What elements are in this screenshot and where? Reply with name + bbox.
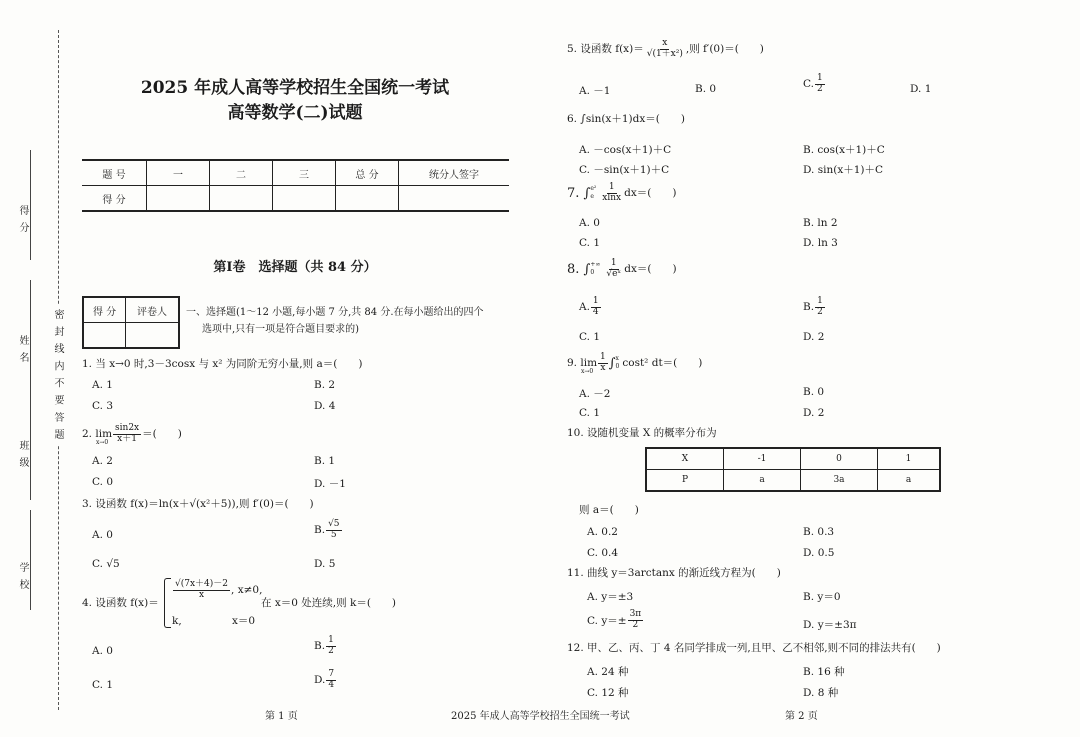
- q4-b-denominator: 2: [328, 645, 334, 656]
- q8-option-d[interactable]: D. 2: [803, 331, 825, 343]
- score-cell: 二: [210, 160, 273, 186]
- binding-field-class: 班 级: [17, 440, 28, 470]
- q9-fraction: [598, 353, 608, 374]
- q6-option-a[interactable]: A. －cos(x＋1)＋C: [579, 144, 672, 156]
- footer-title: 2025 年成人高等学校招生全国统一考试: [451, 711, 630, 722]
- question-5-stem: [567, 39, 764, 60]
- q5-option-c-label: C.: [803, 78, 814, 91]
- q4-option-d[interactable]: [314, 670, 337, 691]
- grader-box-grader-label: 评卷人: [126, 297, 179, 323]
- q4-option-a[interactable]: A. 0: [92, 645, 113, 657]
- q10-option-c[interactable]: C. 0.4: [587, 547, 619, 559]
- score-cell-label: 得 分: [82, 186, 147, 212]
- prob-cell: X: [646, 448, 724, 470]
- q7-integral: 7. ∫: [567, 185, 591, 201]
- q5-option-a[interactable]: A. －1: [579, 85, 611, 97]
- q12-option-c[interactable]: C. 12 种: [587, 687, 629, 699]
- score-cell: 一: [147, 160, 210, 186]
- q2-fraction: [113, 424, 141, 445]
- question-8-stem: [567, 259, 677, 280]
- score-input-cell[interactable]: [147, 186, 210, 212]
- q5-option-c[interactable]: [803, 74, 826, 95]
- q5-prefix: 5. 设函数 f(x)＝: [567, 43, 644, 56]
- q4-b-numerator: 1: [328, 635, 334, 645]
- q11-option-c-label: C. y＝±: [587, 614, 627, 627]
- instruction-line2: 选项中,只有一项是符合题目要求的): [202, 324, 360, 335]
- score-cell-label: 题 号: [82, 160, 147, 186]
- q4-case-1-numerator: √(7x＋4)－2: [175, 579, 229, 589]
- question-6-stem: 6. ∫sin(x＋1)dx＝( ): [567, 113, 685, 125]
- q4-option-b-fraction: [326, 636, 336, 657]
- probability-table-x-row: [646, 448, 940, 470]
- q6-option-b[interactable]: B. cos(x＋1)＋C: [803, 144, 885, 156]
- q8-option-a-label: A.: [579, 301, 590, 314]
- binding-field-score: 得 分: [17, 205, 28, 235]
- score-table: [82, 159, 509, 212]
- q8-option-b-label: B.: [803, 301, 815, 314]
- q12-option-b[interactable]: B. 16 种: [803, 666, 845, 678]
- q5-c-denominator: 2: [817, 83, 823, 94]
- q4-suffix: 在 x＝0 处连续,则 k＝( ): [261, 597, 397, 609]
- q7-option-b[interactable]: B. ln 2: [803, 217, 838, 229]
- seal-warning: 密 封 线 内 不 要 答 题: [50, 305, 65, 445]
- q8-fraction: [604, 259, 623, 280]
- q8-option-c[interactable]: C. 1: [579, 331, 601, 343]
- q2-option-a[interactable]: A. 2: [92, 455, 113, 467]
- q5-denominator: √(1＋x²): [646, 48, 683, 59]
- q7-upper: e²: [590, 185, 597, 192]
- q6-option-d[interactable]: D. sin(x＋1)＋C: [803, 164, 884, 176]
- q7-denominator: xlnx: [602, 192, 622, 203]
- q11-option-b[interactable]: B. y＝0: [803, 591, 841, 603]
- q2-option-b[interactable]: B. 1: [314, 455, 336, 467]
- q9-lower: 0: [615, 363, 620, 371]
- score-table-header-row: [82, 160, 509, 186]
- q10-option-a[interactable]: A. 0.2: [587, 526, 618, 538]
- q2-numerator: sin2x: [115, 423, 140, 433]
- q10-option-b[interactable]: B. 0.3: [803, 526, 835, 538]
- q9-denominator: x: [600, 362, 606, 373]
- q10-option-d[interactable]: D. 0.5: [803, 547, 835, 559]
- q5-option-d[interactable]: D. 1: [910, 83, 932, 95]
- q7-suffix: dx＝( ): [624, 187, 677, 200]
- q4-option-b-label: B.: [314, 640, 326, 653]
- q8-lower: 0: [590, 269, 595, 277]
- q8-suffix: dx＝( ): [624, 263, 677, 276]
- score-cell: 三: [273, 160, 336, 186]
- question-11-stem: 11. 曲线 y＝3arctanx 的渐近线方程为( ): [567, 567, 781, 579]
- prob-cell: a: [878, 470, 941, 492]
- q8-a-denominator: 4: [592, 306, 599, 317]
- q10-answer-line: 则 a＝( ): [579, 504, 639, 516]
- q3-option-b[interactable]: [314, 520, 343, 541]
- q5-numerator: x: [662, 38, 668, 48]
- q1-option-d[interactable]: D. 4: [314, 400, 336, 412]
- q8-numerator: 1: [610, 258, 617, 268]
- q9-lim-sub: x→0: [581, 368, 594, 376]
- q4-option-d-fraction: [326, 670, 336, 691]
- q3-option-a[interactable]: A. 0: [92, 529, 113, 541]
- question-1-stem: 1. 当 x→0 时,3－3cosx 与 x² 为同阶无穷小量,则 a＝( ): [82, 358, 363, 370]
- question-7-stem: [567, 183, 676, 204]
- q4-brace: [164, 578, 171, 628]
- q11-c-denominator: 2: [632, 619, 639, 630]
- score-input-cell[interactable]: [336, 186, 399, 212]
- q9-upper: x: [615, 355, 619, 362]
- q11-option-a[interactable]: A. y＝±3: [587, 591, 634, 603]
- score-cell: 总 分: [336, 160, 399, 186]
- prob-cell: 0: [801, 448, 878, 470]
- q3-option-b-label: B.: [314, 524, 326, 537]
- q3-b-denominator: 5: [330, 529, 337, 540]
- q7-option-c[interactable]: C. 1: [579, 237, 601, 249]
- question-3-stem: 3. 设函数 f(x)＝ln(x＋√(x²＋5)),则 f′(0)＝( ): [82, 498, 314, 510]
- prob-cell: P: [646, 470, 724, 492]
- footer-page-right: 第 2 页: [785, 711, 818, 722]
- grader-score-input[interactable]: [83, 323, 126, 349]
- q7-option-a[interactable]: A. 0: [579, 217, 600, 229]
- q9-numerator: 1: [600, 352, 606, 362]
- q2-option-c[interactable]: C. 0: [92, 476, 114, 488]
- q4-option-c[interactable]: C. 1: [92, 679, 114, 691]
- signature-input-cell[interactable]: [399, 186, 510, 212]
- score-input-cell[interactable]: [273, 186, 336, 212]
- q2-denominator: x＋1: [117, 433, 137, 444]
- q4-d-numerator: 7: [328, 669, 335, 679]
- q1-option-a[interactable]: A. 1: [92, 379, 113, 391]
- score-cell-signature: 统分人签字: [399, 160, 510, 186]
- q4-case-1-fraction: [173, 580, 230, 601]
- q11-option-d[interactable]: D. y＝±3π: [803, 619, 857, 631]
- probability-table: [645, 447, 941, 492]
- q4-option-d-label: D.: [314, 674, 326, 687]
- score-input-cell[interactable]: [210, 186, 273, 212]
- q7-lower: e: [590, 193, 594, 201]
- q12-option-d[interactable]: D. 8 种: [803, 687, 839, 699]
- q7-numerator: 1: [608, 182, 615, 192]
- q5-c-numerator: 1: [817, 73, 823, 83]
- q7-option-d[interactable]: D. ln 3: [803, 237, 838, 249]
- q11-c-numerator: 3π: [629, 609, 642, 619]
- grader-box-score-label: 得 分: [83, 297, 126, 323]
- score-table-score-row: [82, 186, 509, 212]
- q9-integral: ∫: [608, 355, 616, 371]
- q9-option-a[interactable]: A. －2: [579, 388, 611, 400]
- q3-b-numerator: √5: [328, 519, 340, 529]
- grader-box: [82, 296, 180, 349]
- question-2-stem: [82, 424, 182, 445]
- field-line-class: [30, 400, 31, 500]
- q8-option-a[interactable]: [579, 297, 602, 318]
- prob-cell: a: [724, 470, 801, 492]
- footer-page-left: 第 1 页: [265, 711, 298, 722]
- binding-field-name: 姓 名: [17, 335, 28, 365]
- binding-field-school: 学 校: [17, 562, 28, 592]
- field-line-score: [30, 150, 31, 260]
- q6-option-c[interactable]: C. －sin(x＋1)＋C: [579, 164, 670, 176]
- q2-suffix: ＝( ): [142, 428, 182, 441]
- q9-option-c[interactable]: C. 1: [579, 407, 601, 419]
- q8-option-b-fraction: [815, 297, 825, 318]
- prob-cell: 3a: [801, 470, 878, 492]
- question-9-stem: [567, 353, 702, 374]
- q5-option-c-fraction: [815, 74, 825, 95]
- q4-case-1-condition: , x≠0,: [231, 584, 263, 597]
- q8-a-numerator: 1: [592, 296, 599, 306]
- q8-upper: +∞: [590, 261, 601, 268]
- question-12-stem: 12. 甲、乙、丙、丁 4 名同学排成一列,且甲、乙不相邻,则不同的排法共有( ): [567, 642, 941, 654]
- q2-option-d[interactable]: D. －1: [314, 478, 346, 490]
- q5-fraction: [645, 39, 685, 60]
- q2-lim: 2. lim: [82, 428, 113, 441]
- prob-cell: -1: [724, 448, 801, 470]
- q4-case-2-condition: x＝0: [232, 615, 256, 627]
- q8-option-a-fraction: [591, 297, 601, 318]
- field-line-school: [30, 510, 31, 610]
- q4-d-denominator: 4: [328, 679, 335, 690]
- q4-case-2: k,: [172, 615, 182, 627]
- q4-case-1-denominator: x: [198, 589, 205, 600]
- probability-table-p-row: [646, 470, 940, 492]
- q11-option-c-fraction: [628, 610, 644, 631]
- q8-denominator: √eˣ: [606, 268, 622, 279]
- q11-option-c[interactable]: [587, 610, 644, 631]
- q7-fraction: [600, 183, 623, 204]
- q5-option-b[interactable]: B. 0: [695, 83, 717, 95]
- q2-lim-sub: x→0: [96, 439, 109, 447]
- subject-title: 高等数学(二)试题: [227, 103, 363, 123]
- q5-suffix: ,则 f′(0)＝( ): [685, 43, 764, 56]
- grader-name-input[interactable]: [126, 323, 179, 349]
- q3-option-d[interactable]: D. 5: [314, 558, 336, 570]
- q12-option-a[interactable]: A. 24 种: [587, 666, 629, 678]
- q8-b-denominator: 2: [817, 306, 823, 317]
- q8-integral: 8. ∫: [567, 261, 591, 277]
- q9-lim: 9. lim: [567, 357, 598, 370]
- q9-option-d[interactable]: D. 2: [803, 407, 825, 419]
- question-10-stem: 10. 设随机变量 X 的概率分布为: [567, 427, 717, 439]
- instruction-line1: 一、选择题(1～12 小题,每小题 7 分,共 84 分.在每小题给出的四个: [186, 307, 484, 318]
- q4-case-1: [172, 580, 262, 601]
- q8-option-b[interactable]: [803, 297, 826, 318]
- q9-suffix: cost² dt＝( ): [622, 357, 703, 370]
- q1-option-c[interactable]: C. 3: [92, 400, 114, 412]
- prob-cell: 1: [878, 448, 941, 470]
- q9-option-b[interactable]: B. 0: [803, 386, 825, 398]
- field-line-name: [30, 280, 31, 400]
- q3-option-b-fraction: [326, 520, 341, 541]
- section-heading: 第Ⅰ卷 选择题（共 84 分）: [213, 260, 377, 275]
- exam-title: 2025 年成人高等学校招生全国统一考试: [140, 78, 450, 98]
- q1-option-b[interactable]: B. 2: [314, 379, 336, 391]
- question-4-prefix: 4. 设函数 f(x)＝: [82, 597, 159, 609]
- q3-option-c[interactable]: C. √5: [92, 558, 120, 570]
- q8-b-numerator: 1: [817, 296, 823, 306]
- q4-option-b[interactable]: [314, 636, 337, 657]
